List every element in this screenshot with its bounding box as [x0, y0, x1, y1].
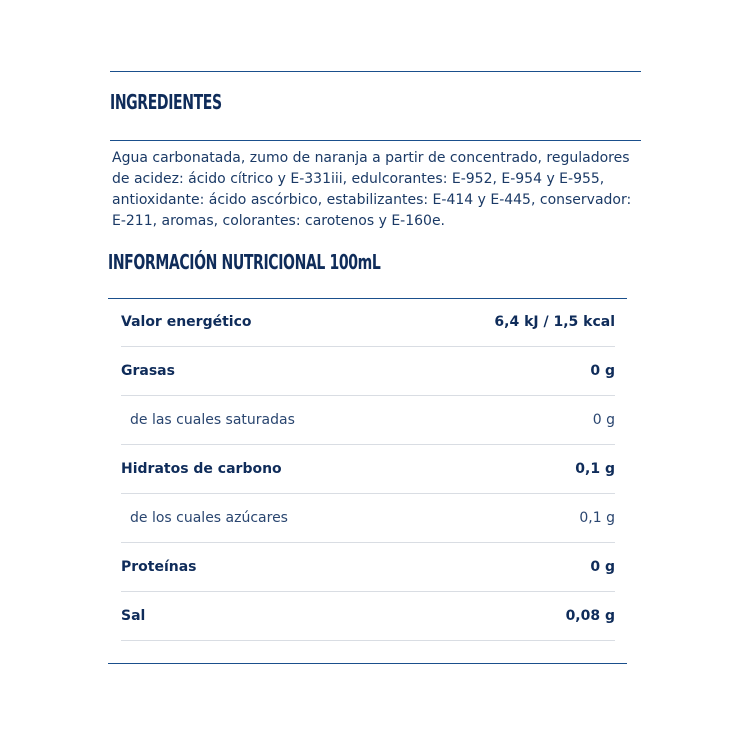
row-label: de las cuales saturadas [130, 412, 295, 428]
row-value: 0 g [592, 412, 615, 428]
nutrition-row-saturated [121, 396, 615, 445]
row-value: 0,1 g [579, 510, 615, 526]
ingredients-divider [110, 140, 641, 141]
nutrition-title: INFORMACIÓN NUTRICIONAL 100mL [108, 250, 381, 274]
row-value: 0,1 g [575, 461, 615, 477]
nutrition-row-protein [121, 543, 615, 592]
row-label: Valor energético [121, 314, 252, 330]
row-label: Sal [121, 608, 146, 624]
nutrition-row-salt [121, 592, 615, 641]
row-value: 6,4 kJ / 1,5 kcal [494, 314, 615, 330]
nutrition-table [121, 298, 615, 641]
top-divider [110, 71, 641, 72]
ingredients-title: INGREDIENTES [110, 90, 222, 114]
row-value: 0 g [590, 559, 615, 575]
row-label: Grasas [121, 363, 175, 379]
nutrition-row-carbs [121, 445, 615, 494]
row-label: de los cuales azúcares [130, 510, 288, 526]
ingredients-text: Agua carbonatada, zumo de naranja a partir de concentrado, reguladores de acidez: ácido cítrico y E-331iii, edulcorantes: E-952, E-954 y E-955, antioxidante: ácido ascórbico, estabilizantes: E-414 y E-445, conservador: E-211, aromas, colorantes: carotenos y E-160e. [112, 150, 632, 229]
row-value: 0,08 g [565, 608, 615, 624]
row-value: 0 g [590, 363, 615, 379]
bottom-divider [108, 663, 627, 664]
row-label: Proteínas [121, 559, 197, 575]
row-label: Hidratos de carbono [121, 461, 282, 477]
nutrition-row-sugars [121, 494, 615, 543]
nutrition-row-fat [121, 347, 615, 396]
nutrition-row-energy [121, 298, 615, 347]
